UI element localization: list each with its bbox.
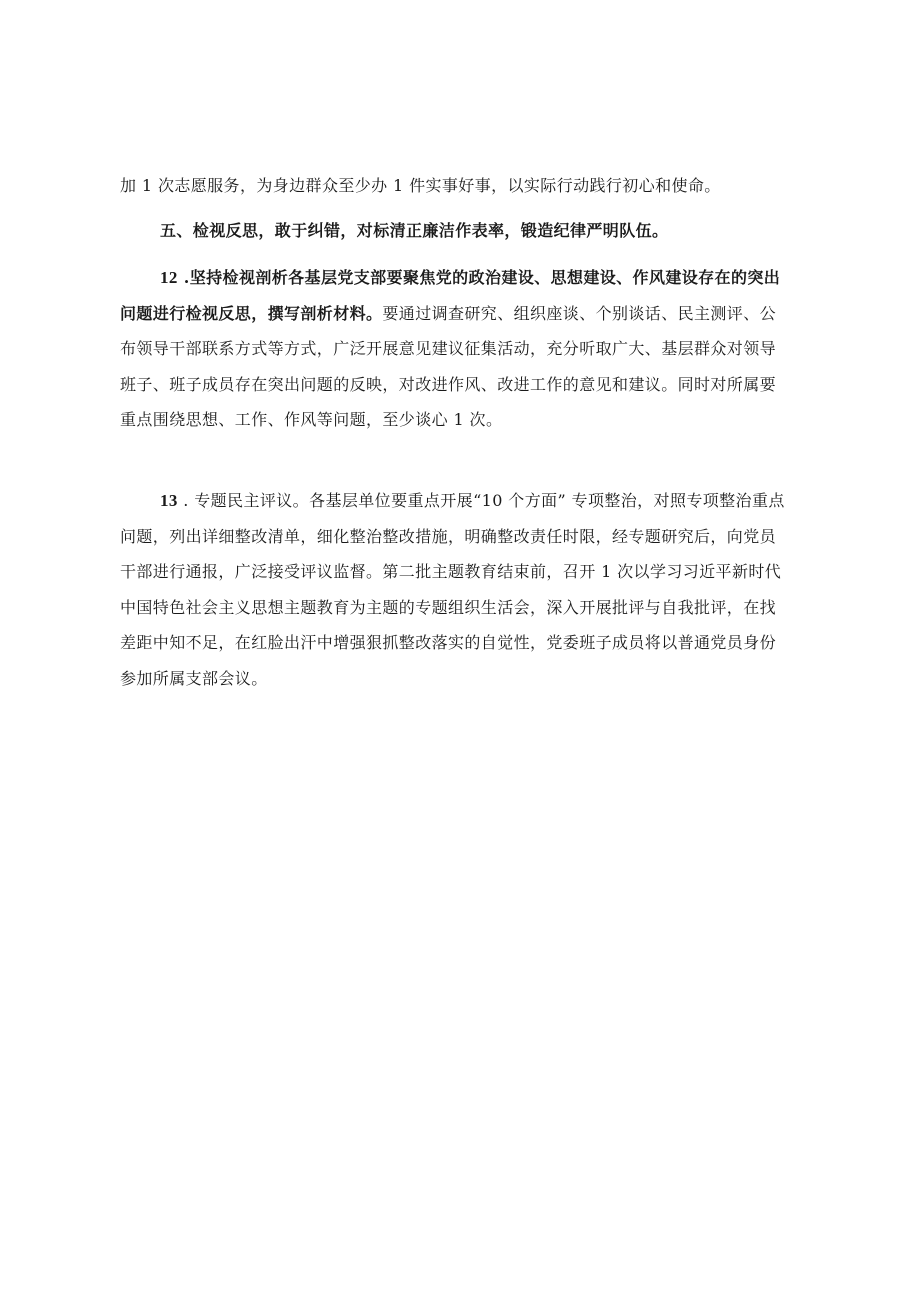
item-12-line-5: 重点围绕思想、工作、作风等问题，至少谈心 1 次。 <box>120 410 503 429</box>
item-12-line-2-body: 要通过调查研究、组织座谈、个别谈话、民主测评、公 <box>382 303 777 323</box>
item-12-line-2 <box>120 296 808 332</box>
item-12-title-part-2: 问题进行检视反思，撰写剖析材料。 <box>120 303 383 323</box>
item-12-paragraph <box>120 260 808 438</box>
item-12-title-part-1: .坚持检视剖析各基层党支部要聚焦党的政治建设、思想建设、作风建设存在的突出 <box>177 268 781 287</box>
item-12-number: 12 <box>160 268 178 287</box>
item-12-line-4: 班子、班子成员存在突出问题的反映，对改进作风、改进工作的意见和建议。同时对所属要 <box>120 374 777 394</box>
item-13-line-3: 干部进行通报，广泛接受评议监督。第二批主题教育结束前，召开 1 次以学习习近平新时代 <box>120 562 782 581</box>
item-13-paragraph <box>120 483 808 696</box>
paragraph-line: 加 1 次志愿服务，为身边群众至少办 1 件实事好事，以实际行动践行初心和使命。 <box>120 176 721 195</box>
item-13-line-6: 参加所属支部会议。 <box>120 668 268 688</box>
item-13-line-4: 中国特色社会主义思想主题教育为主题的专题组织生活会，深入开展批评与自我批评，在找 <box>120 597 777 617</box>
item-13-line-1-body: . 专题民主评议。各基层单位要重点开展“10 个方面” 专项整治，对照专项整治重点 <box>177 491 785 510</box>
item-12-line-1 <box>120 260 808 296</box>
item-13-line-5: 差距中知不足，在红脸出汗中增强狠抓整改落实的自觉性，党委班子成员将以普通党员身份 <box>120 633 777 652</box>
item-13-line-1 <box>120 483 808 519</box>
section-heading-text: 五、检视反思，敢于纠错，对标清正廉洁作表率，锻造纪律严明队伍。 <box>160 221 669 240</box>
item-13-number: 13 <box>160 491 178 510</box>
item-12-line-3: 布领导干部联系方式等方式，广泛开展意见建议征集活动，充分听取广大、基层群众对领导 <box>120 339 777 358</box>
section-heading <box>160 213 820 249</box>
item-13-line-2: 问题，列出详细整改清单，细化整治整改措施，明确整改责任时限，经专题研究后，向党员 <box>120 526 777 546</box>
continued-paragraph <box>120 168 808 204</box>
